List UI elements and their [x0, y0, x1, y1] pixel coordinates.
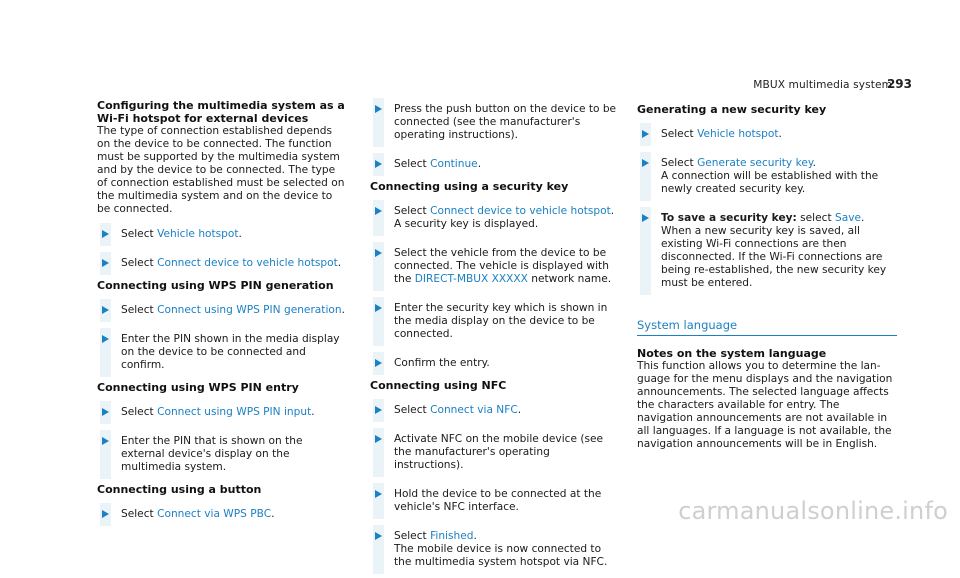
menu-item-link[interactable]: Connect using WPS PIN generation — [157, 304, 342, 316]
step-arrow-icon — [102, 306, 109, 314]
heading-notes-language: Notes on the system language — [637, 347, 827, 360]
intro-paragraph: The type of connection established depends on the device to be connected. The function must be supported by the multimedia system and by the device to be connected. The type of connection established must be selected on the multimedia system and on the device to be connected. — [97, 125, 345, 215]
step-arrow-icon — [375, 406, 382, 414]
column-right — [637, 103, 897, 451]
step-arrow-icon — [102, 230, 109, 238]
step-arrow-icon — [375, 435, 382, 443]
step-arrow-icon — [375, 359, 382, 367]
instruction-step: Confirm the entry. — [370, 357, 620, 370]
menu-item-link[interactable]: Continue — [430, 158, 478, 170]
menu-item-link[interactable]: Finished — [430, 530, 474, 542]
step-arrow-icon — [375, 207, 382, 215]
running-header: MBUX multimedia system — [753, 79, 892, 91]
step-arrow-icon — [642, 214, 649, 222]
section-title-system-language: System language — [637, 318, 897, 336]
instruction-step: Select the vehicle from the device to be connected. The vehicle is displayed with the DIRECT-MBUX XXXXX network name. — [370, 247, 620, 286]
instruction-step: Enter the security key which is shown in the media display on the device to be connected. — [370, 302, 620, 341]
menu-item-link[interactable]: Connect using WPS PIN input — [157, 406, 312, 418]
menu-item-link[interactable]: Connect device to vehicle hotspot — [157, 257, 338, 269]
menu-item-link[interactable]: Vehicle hotspot — [157, 228, 239, 240]
network-name-link[interactable]: DIRECT-MBUX XXXXX — [414, 273, 528, 285]
page-number: 293 — [886, 77, 912, 91]
heading-wps-pin-entry: Connecting using WPS PIN entry — [97, 381, 299, 394]
instruction-step: Select Finished. The mobile device is now connected to the multimedia system hotspot via NFC. — [370, 530, 620, 569]
instruction-step: To save a security key: select Save. When a new security key is saved, all existing Wi-Fi connections are then disconnected. If the Wi-Fi connections are being re-established, the new security key must be entered. — [637, 212, 897, 290]
heading-generate-key: Generating a new security key — [637, 103, 827, 116]
menu-item-link[interactable]: Connect device to vehicle hotspot — [430, 205, 611, 217]
column-middle — [370, 103, 620, 578]
menu-item-link[interactable]: Connect via WPS PBC — [157, 508, 272, 520]
instruction-step: Select Connect via NFC. — [370, 404, 620, 417]
instruction-step: Select Connect device to vehicle hotspot. — [97, 257, 347, 270]
instruction-step: Activate NFC on the mobile device (see the manufacturer's operating instructions). — [370, 433, 620, 472]
instruction-step: Select Connect using WPS PIN generation. — [97, 304, 347, 317]
step-arrow-icon — [102, 408, 109, 416]
instruction-step: Press the push button on the device to be connected (see the manufacturer's operating instructions). — [370, 103, 620, 142]
menu-item-link[interactable]: Connect via NFC — [430, 404, 518, 416]
menu-item-link[interactable]: Vehicle hotspot — [697, 128, 779, 140]
watermark: carmanualsonline.info — [678, 497, 948, 525]
instruction-step: Enter the PIN that is shown on the external device's display on the multimedia system. — [97, 435, 347, 474]
step-arrow-icon — [375, 160, 382, 168]
notes-paragraph: This function allows you to determine the language for the menu displays and the navigation announcements. The selected language affects the characters available for entry. The navigation announcements are not available in all languages. If a language is not available, the navigation announcements will be in English. — [637, 360, 893, 450]
heading-configuring-hotspot: Configuring the multimedia system as a Wi-Fi hotspot for external devices — [97, 99, 345, 125]
heading-button: Connecting using a button — [97, 483, 262, 496]
instruction-step: Select Vehicle hotspot. — [97, 228, 347, 241]
step-arrow-icon — [375, 304, 382, 312]
instruction-step: Enter the PIN shown in the media display on the device to be connected and confirm. — [97, 333, 347, 372]
column-left — [97, 99, 347, 530]
instruction-step: Select Connect via WPS PBC. — [97, 508, 347, 521]
step-arrow-icon — [642, 159, 649, 167]
heading-nfc: Connecting using NFC — [370, 379, 507, 392]
menu-item-link[interactable]: Save — [835, 212, 862, 224]
heading-security-key: Connecting using a security key — [370, 180, 569, 193]
step-arrow-icon — [102, 335, 109, 343]
step-arrow-icon — [102, 437, 109, 445]
heading-wps-pin-generation: Connecting using WPS PIN generation — [97, 279, 334, 292]
step-arrow-icon — [375, 532, 382, 540]
instruction-step: Hold the device to be connected at the vehicle's NFC interface. — [370, 488, 620, 514]
step-arrow-icon — [375, 249, 382, 257]
step-arrow-icon — [102, 510, 109, 518]
instruction-step: Select Continue. — [370, 158, 620, 171]
menu-item-link[interactable]: Generate security key — [697, 157, 813, 169]
step-arrow-icon — [642, 130, 649, 138]
instruction-step: Select Vehicle hotspot. — [637, 128, 897, 141]
instruction-step: Select Connect device to vehicle hotspot. A security key is displayed. — [370, 205, 620, 231]
step-arrow-icon — [375, 490, 382, 498]
step-arrow-icon — [375, 105, 382, 113]
step-arrow-icon — [102, 259, 109, 267]
instruction-step: Select Generate security key. A connection will be established with the newly created security key. — [637, 157, 897, 196]
instruction-step: Select Connect using WPS PIN input. — [97, 406, 347, 419]
